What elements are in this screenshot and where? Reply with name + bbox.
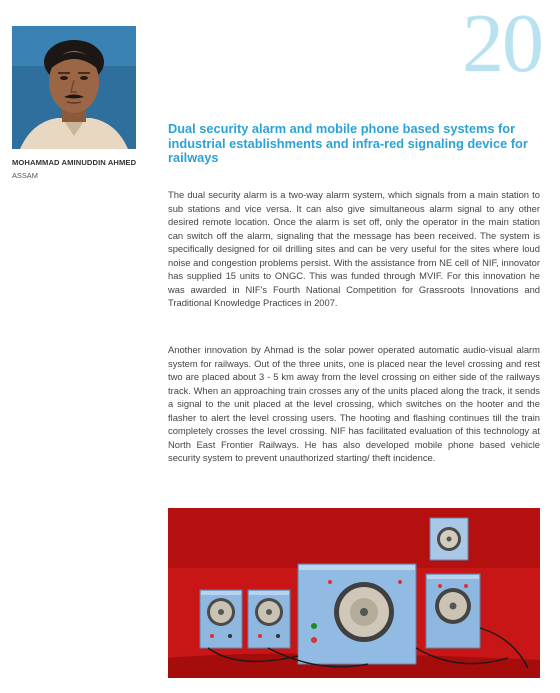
alarm-unit-main [298,564,416,664]
alarm-devices-photo [168,508,540,678]
article-title: Dual security alarm and mobile phone based systems for industrial establishments and infra-red signaling device for railways [168,121,528,166]
alarm-unit-top [430,518,468,560]
innovator-portrait [12,26,136,149]
innovator-location: ASSAM [12,171,38,180]
innovator-name: MOHAMMAD AMINUDDIN AHMED [12,158,137,167]
article-paragraph: Another innovation by Ahmad is the solar power operated automatic audio-visual alarm system for railways. Out of the three units, one is placed near the level crossing and rest two are placed about 3 - 5 km away from the level crossing on either side of the railways track. When an approaching train crosses any of the units placed along the track, it sends a signal to the unit placed at the level crossing, which switches on the hooter and the flasher to alert the level crossing users. The hooting and flashing continues till the train completely crosses the level crossing. NIF has facilitated evaluation of this technology at North East Frontier Railways. He has also developed mobile phone based vehicle security system to prevent unauthorized starting/ theft incidence. [168,344,540,463]
article-paragraph: The dual security alarm is a two-way alarm system, which signals from a main station to sub stations and vice versa. It can also give simultaneous alarm signal to any other desired remote location. Once the alarm is set off, only the operator in the main station can switch off the alarm, signaling that the message has been received. The system is specifically designed for oil drilling sites and can be very useful for the sites where loud noise and congestion problems persist. With the assistance from NE cell of NIF, innovator has supplied 15 units to ONGC. This was funded through MVIF. For this innovation he was awarded in NIF's Fourth National Competition for Grassroots Innovations and Traditional Knowledge Practices in 2007. [168,189,540,308]
page-number: 20 [462,0,542,90]
alarm-unit-right [426,574,480,648]
alarm-unit-small [200,590,242,648]
alarm-unit-small [248,590,290,648]
